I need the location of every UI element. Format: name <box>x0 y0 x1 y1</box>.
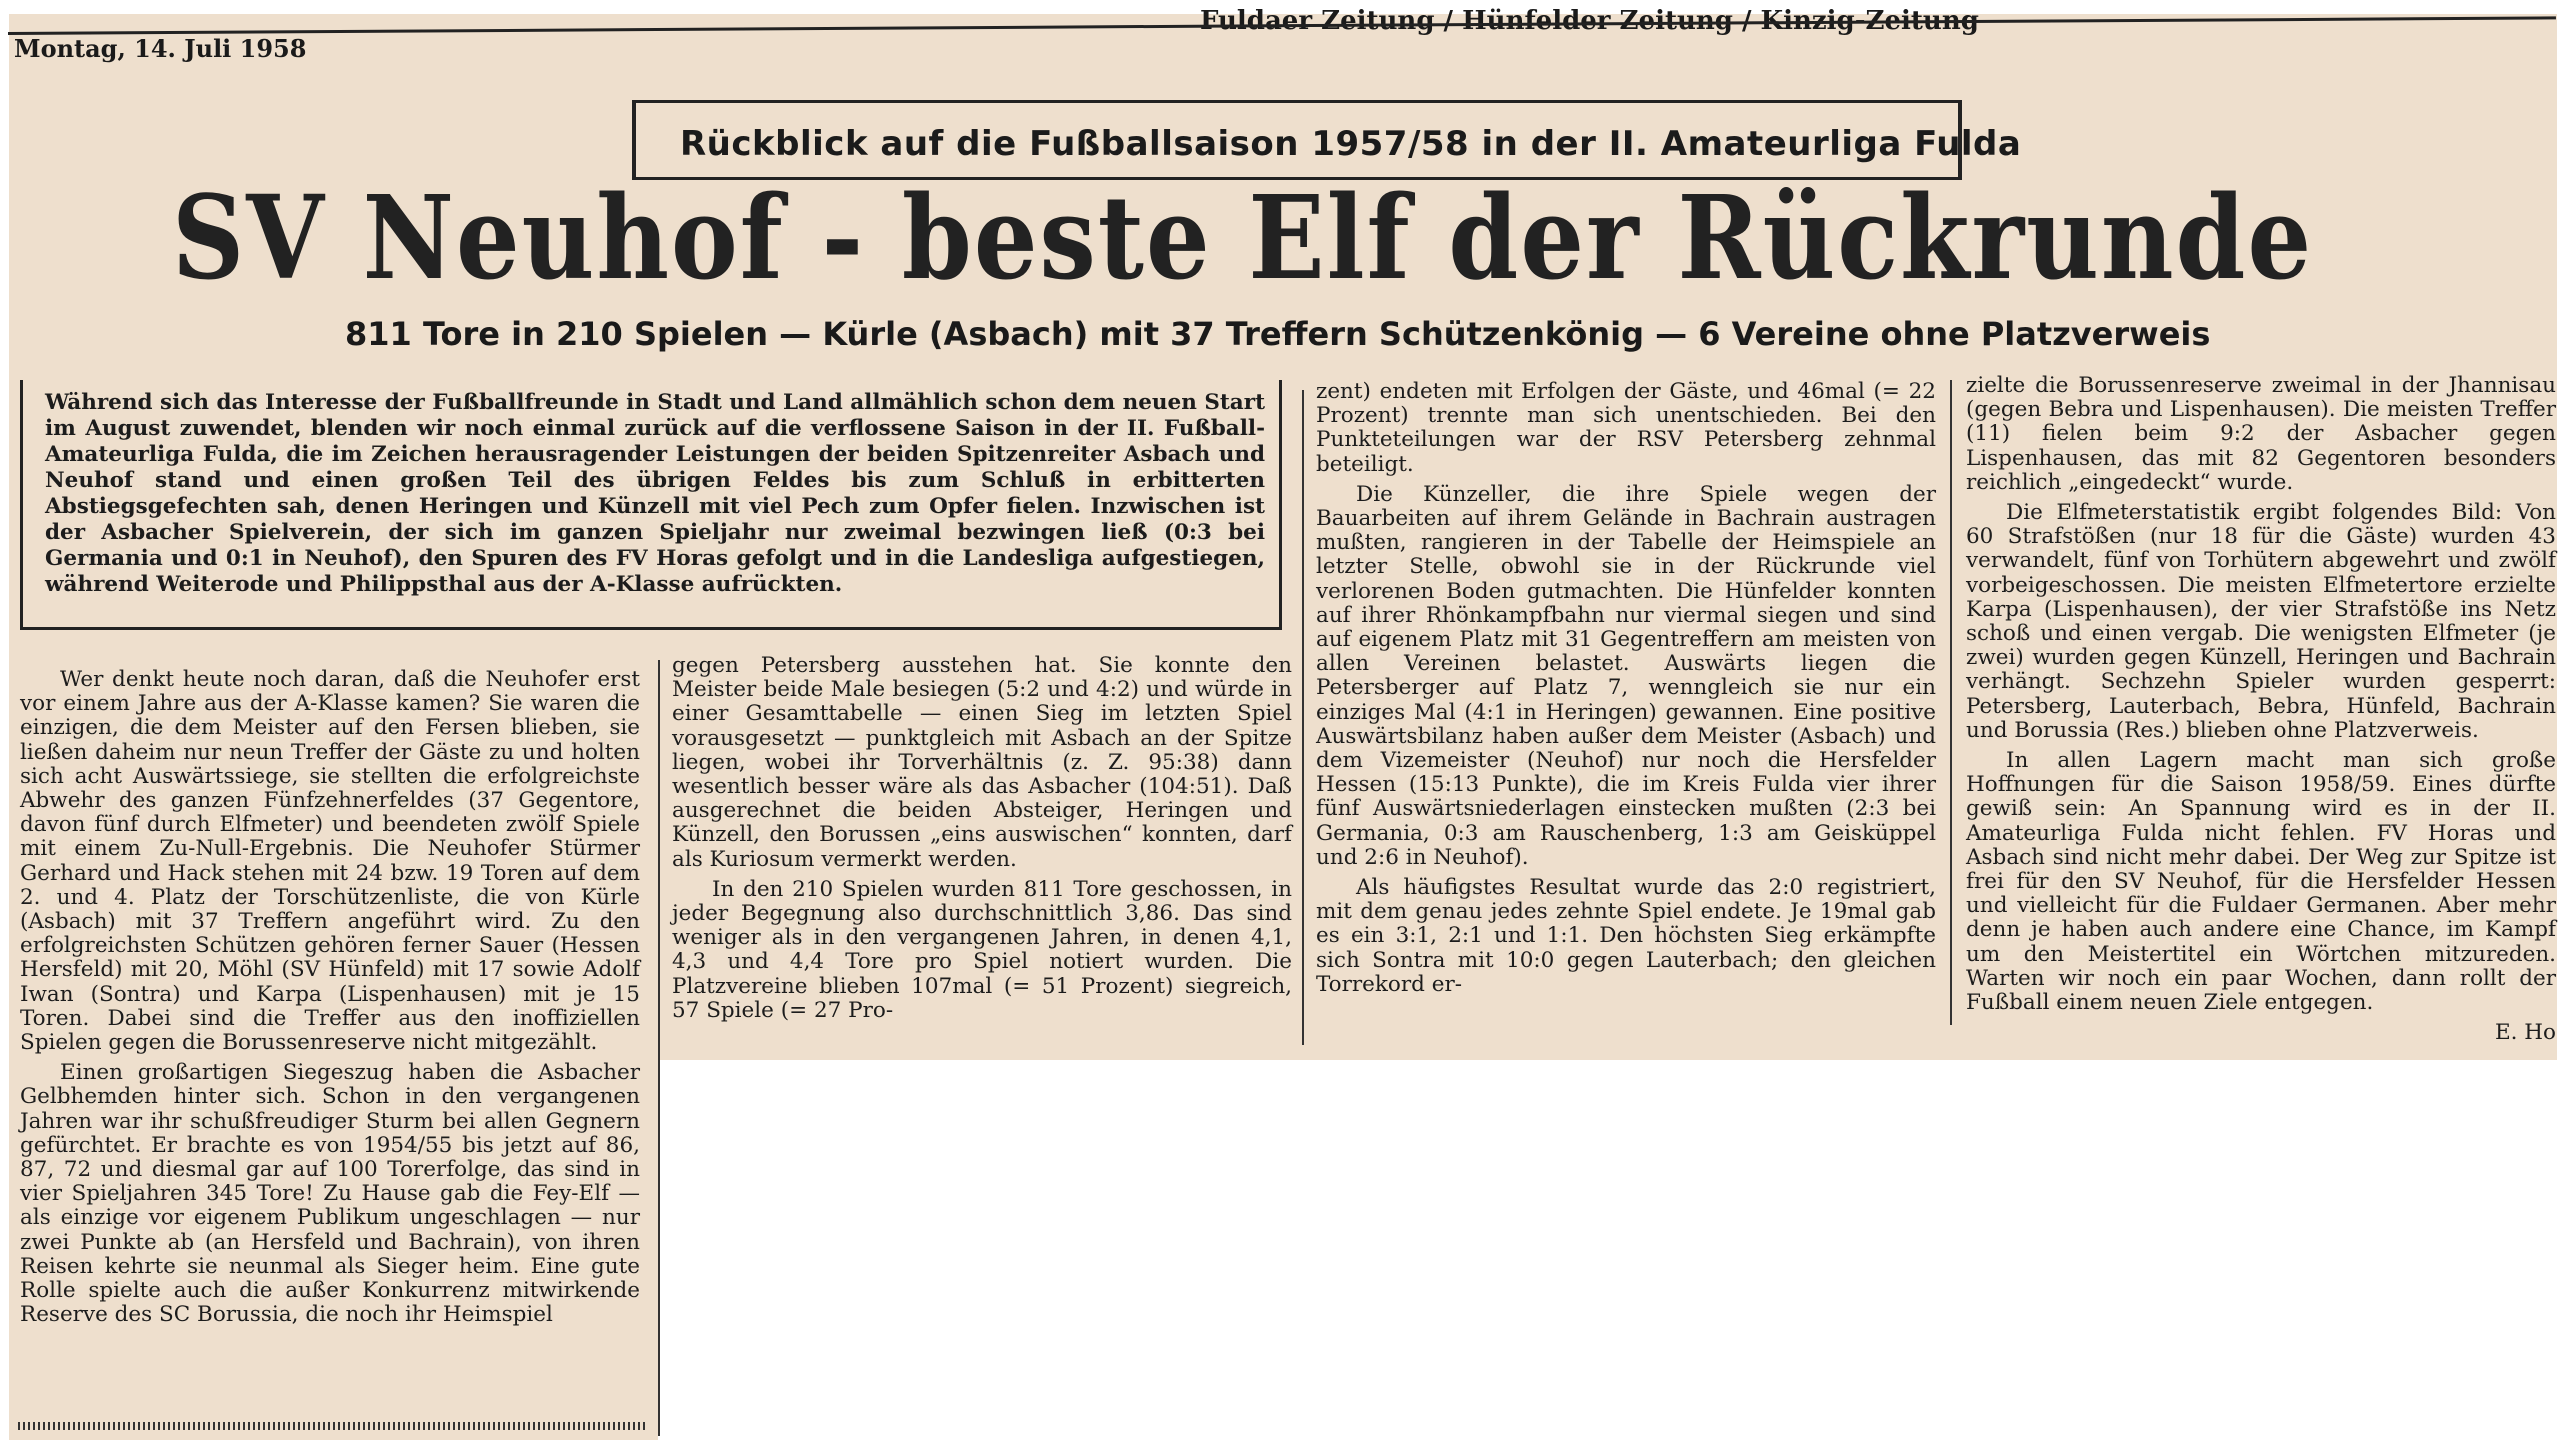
masthead: Fuldaer Zeitung / Hünfelder Zeitung / Kinzig-Zeitung <box>1200 6 1979 36</box>
bottom-rule-ticks <box>18 1422 648 1430</box>
col4-paragraph-1: zielte die Borussenreserve zweimal in der Jhannisau (gegen Bebra und Lispenhausen). Die meisten Treffer (11) fielen beim 9:2 der Asbacher gegen Lispenhausen, das mit 82 Gegentoren besonders reichlich „eingedeckt“ wurde. <box>1966 373 2556 495</box>
col4-paragraph-2: Die Elfmeterstatistik ergibt folgendes Bild: Von 60 Strafstößen (nur 18 für die Gäste) wurden 43 verwandelt, fünf von Torhütern abgewehrt und zwölf vorbeigeschossen. Die meisten Elfmetertore erzielte Karpa (Lispenhausen), der vier Strafstöße ins Netz schoß und einen vergab. Die wenigsten Elfmeter (je zwei) wurden gegen Künzell, Heringen und Bachrain verhängt. Sechzehn Spieler wurden gesperrt: Petersberg, Lauterbach, Bebra, Hünfeld, Bachrain und Borussia (Res.) blieben ohne Platzverweis. <box>1966 500 2556 743</box>
column-rule-2 <box>1302 390 1304 1045</box>
col4-paragraph-3: In allen Lagern macht man sich große Hoffnungen für die Saison 1958/59. Eines dürfte gewiß sein: An Spannung wird es in der II. Amateurliga Fulda nicht fehlen. FV Horas und Asbach sind nicht mehr dabei. Der Weg zur Spitze ist frei für den SV Neuhof, für die Hersfelder Hessen und vielleicht für die Fuldaer Germanen. Aber mehr denn je haben auch andere eine Chance, im Kampf um den Meistertitel ein Wörtchen mitzureden. Warten wir noch ein paar Wochen, dann rollt der Fußball einem neuen Ziele entgegen. <box>1966 748 2556 1016</box>
headline: SV Neuhof - beste Elf der Rückrunde <box>172 170 2314 306</box>
column-rule-1 <box>658 660 660 1436</box>
col3-paragraph-1: zent) endeten mit Erfolgen der Gäste, und 46mal (= 22 Prozent) trennte man sich unentschieden. Bei den Punkteteilungen war der RSV Petersberg zehnmal beteiligt. <box>1316 379 1936 477</box>
lead-paragraph: Während sich das Interesse der Fußballfreunde in Stadt und Land allmählich schon dem neuen Start im August zuwendet, blenden wir noch einmal zurück auf die verflossene Saison in der II. Fußball-Amateurliga Fulda, die im Zeichen herausragender Leistungen der beiden Spitzenreiter Asbach und Neuhof stand und einen großen Teil des übrigen Feldes bis zum Schluß in erbitterten Abstiegsgefechten sah, denen Heringen und Künzell mit viel Pech zum Opfer fielen. Inzwischen ist der Asbacher Spielverein, der sich im ganzen Spieljahr nur zweimal bezwingen ließ (0:3 bei Germania und 0:1 in Neuhof), den Spuren des FV Horas gefolgt und in die Landesliga aufgestiegen, während Weiterode und Philippsthal aus der A-Klasse aufrückten. <box>45 390 1265 597</box>
col2-paragraph-2: In den 210 Spielen wurden 811 Tore geschossen, in jeder Begegnung also durchschnittlich 3,86. Das sind weniger als in den vergangenen Jahren, in denen 4,1, 4,3 und 4,4 Tore pro Spiel notiert wurden. Die Platzvereine blieben 107mal (= 51 Prozent) siegreich, 57 Spiele (= 27 Pro- <box>672 876 1292 1023</box>
col2-paragraph-1: gegen Petersberg ausstehen hat. Sie konnte den Meister beide Male besiegen (5:2 und 4:2) und würde in einer Gesamttabelle — einen Sieg im letzten Spiel vorausgesetzt — punktgleich mit Asbach an der Spitze liegen, wobei ihr Torverhältnis (z. Z. 95:38) dann wesentlich besser wäre als das Asbacher (104:51). Daß ausgerechnet die beiden Absteiger, Heringen und Künzell, den Borussen „eins auswischen“ konnten, darf als Kuriosum vermerkt werden. <box>672 653 1292 872</box>
column-1 <box>20 668 640 1436</box>
col1-paragraph-1: Wer denkt heute noch daran, daß die Neuhofer erst vor einem Jahre aus der A-Klasse kamen? Sie waren die einzigen, die dem Meister auf den Fersen blieben, sie ließen daheim nur neun Treffer der Gäste zu und holten sich acht Auswärtssiege, sie stellten die erfolgreichste Abwehr des ganzen Fünfzehnerfeldes (37 Gegentore, davon fünf durch Elfmeter) und beendeten zwölf Spiele mit einem Zu-Null-Ergebnis. Die Neuhofer Stürmer Gerhard und Hack stehen mit 24 bzw. 19 Toren auf dem 2. und 4. Platz der Torschützenliste, die von Kürle (Asbach) mit 37 Treffern angeführt wird. Zu den erfolgreichsten Schützen gehören ferner Sauer (Hessen Hersfeld) mit 20, Möhl (SV Hünfeld) mit 17 sowie Adolf Iwan (Sontra) und Karpa (Lispenhausen) mit je 15 Toren. Dabei sind die Treffer aus den inoffiziellen Spielen gegen die Borussenreserve nicht mitgezählt. <box>20 667 640 1056</box>
author-signature: E. Ho <box>2494 1020 2556 1046</box>
kicker: Rückblick auf die Fußballsaison 1957/58 in der II. Amateurliga Fulda <box>680 124 2022 164</box>
col1-paragraph-2: Einen großartigen Siegeszug haben die Asbacher Gelbhemden hinter sich. Schon in den vergangenen Jahren war ihr schußfreudiger Sturm bei allen Gegnern gefürchtet. Er brachte es von 1954/55 bis jetzt auf 86, 87, 72 und diesmal gar auf 100 Torerfolge, das sind in vier Spieljahren 345 Tore! Zu Hause gab die Fey-Elf — als einzige vor eigenem Publikum ungeschlagen — nur zwei Punkte ab (an Hersfeld und Bachrain), von ihren Reisen kehrte sie neunmal als Sieger heim. Eine gute Rolle spielte auch die außer Konkurrenz mitwirkende Reserve des SC Borussia, die noch ihr Heimspiel <box>20 1060 640 1328</box>
column-rule-3 <box>1950 380 1952 1025</box>
col3-paragraph-2: Die Künzeller, die ihre Spiele wegen der Bauarbeiten auf ihrem Gelände in Bachrain austragen mußten, rangieren in der Tabelle der Heimspiele an letzter Stelle, obwohl sie in der Rückrunde viel verlorenen Boden gutmachten. Die Hünfelder konnten auf ihrer Rhönkampfbahn nur viermal siegen und sind auf eigenem Platz mit 31 Gegentreffern am meisten von allen Vereinen belastet. Auswärts liegen die Petersberger auf Platz 7, wenngleich sie nur ein einziges Mal (4:1 in Heringen) gewannen. Eine positive Auswärtsbilanz haben außer dem Meister (Asbach) und dem Vizemeister (Neuhof) nur noch die Hersfelder Hessen (15:13 Punkte), die im Kreis Fulda vier ihrer fünf Auswärtsniederlagen einstecken mußten (2:3 bei Germania, 0:3 am Rauschenberg, 1:3 am Geisküppel und 2:6 in Neuhof). <box>1316 481 1936 870</box>
column-2 <box>672 654 1292 1049</box>
col3-paragraph-3: Als häufigstes Resultat wurde das 2:0 registriert, mit dem genau jedes zehnte Spiel endete. Je 19mal gab es ein 3:1, 2:1 und 1:1. Den höchsten Sieg erkämpfte sich Sontra mit 10:0 gegen Lauterbach; den gleichen Torrekord er- <box>1316 875 1936 997</box>
subheadline: 811 Tore in 210 Spielen — Kürle (Asbach) mit 37 Treffern Schützenkönig — 6 Vereine ohne Platzverweis <box>345 315 2211 353</box>
dateline: Montag, 14. Juli 1958 <box>14 34 307 63</box>
column-4 <box>1966 373 2556 1046</box>
column-3 <box>1316 380 1936 1048</box>
